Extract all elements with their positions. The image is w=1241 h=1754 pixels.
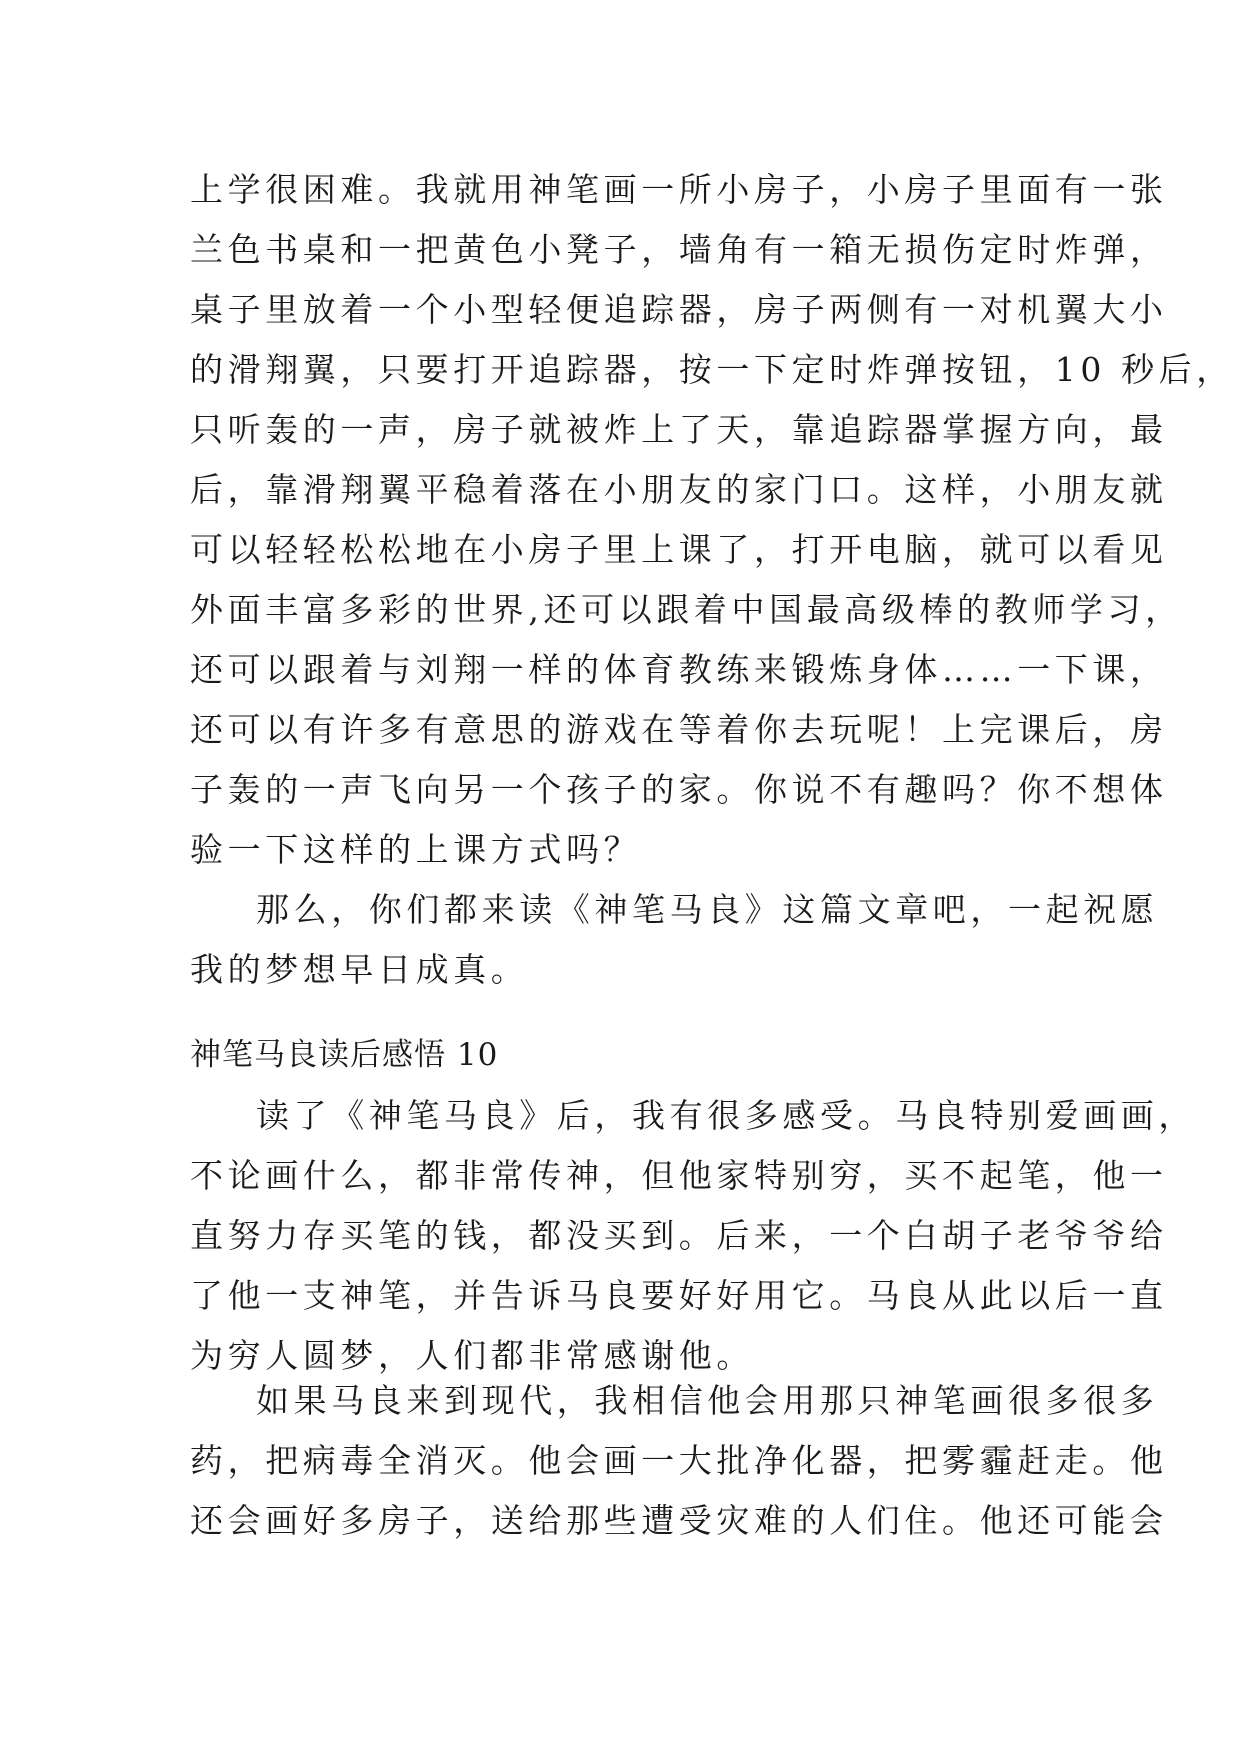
text-line: 还可以跟着与刘翔一样的体育教练来锻炼身体……一下课，	[190, 650, 1168, 689]
text-line: 兰色书桌和一把黄色小凳子，墙角有一箱无损伤定时炸弹，	[190, 230, 1168, 269]
paragraph-continued	[190, 160, 1234, 1000]
text-line: 上学很困难。我就用神笔画一所小房子，小房子里面有一张	[190, 170, 1168, 209]
text-line: 我的梦想早日成真。	[190, 950, 529, 989]
text-line: 还可以有许多有意思的游戏在等着你去玩呢！上完课后，房	[190, 710, 1168, 749]
text-line: 为穷人圆梦，人们都非常感谢他。	[190, 1336, 754, 1375]
text-line: 子轰的一声飞向另一个孩子的家。你说不有趣吗？你不想体	[190, 770, 1168, 809]
paragraph-reflection	[190, 1086, 1196, 1386]
text-line: 只听轰的一声，房子就被炸上了天，靠追踪器掌握方向，最	[190, 410, 1168, 449]
text-line: 还会画好多房子，送给那些遭受灾难的人们住。他还可能会	[190, 1501, 1168, 1540]
text-line: 验一下这样的上课方式吗？	[190, 830, 642, 869]
text-line: 不论画什么，都非常传神，但他家特别穷，买不起笔，他一	[190, 1156, 1168, 1195]
section-title: 神笔马良读后感悟 10	[190, 1037, 499, 1073]
text-line: 外面丰富多彩的世界,还可以跟着中国最高级棒的教师学习，	[190, 590, 1183, 629]
text-line: 了他一支神笔，并告诉马良要好好用它。马良从此以后一直	[190, 1276, 1168, 1315]
text-line: 桌子里放着一个小型轻便追踪器，房子两侧有一对机翼大小	[190, 290, 1168, 329]
text-line: 读了《神笔马良》后，我有很多感受。马良特别爱画画，	[256, 1096, 1196, 1135]
text-line: 直努力存买笔的钱，都没买到。后来，一个白胡子老爷爷给	[190, 1216, 1168, 1255]
text-line: 那么，你们都来读《神笔马良》这篇文章吧，一起祝愿	[256, 890, 1159, 929]
text-line: 的滑翔翼，只要打开追踪器，按一下定时炸弹按钮，10 秒后，	[190, 350, 1234, 389]
paragraph-imagination	[190, 1371, 1168, 1551]
text-line: 可以轻轻松松地在小房子里上课了，打开电脑，就可以看见	[190, 530, 1168, 569]
text-line: 如果马良来到现代，我相信他会用那只神笔画很多很多	[256, 1381, 1159, 1420]
text-line: 药，把病毒全消灭。他会画一大批净化器，把雾霾赶走。他	[190, 1441, 1168, 1480]
text-line: 后，靠滑翔翼平稳着落在小朋友的家门口。这样，小朋友就	[190, 470, 1168, 509]
